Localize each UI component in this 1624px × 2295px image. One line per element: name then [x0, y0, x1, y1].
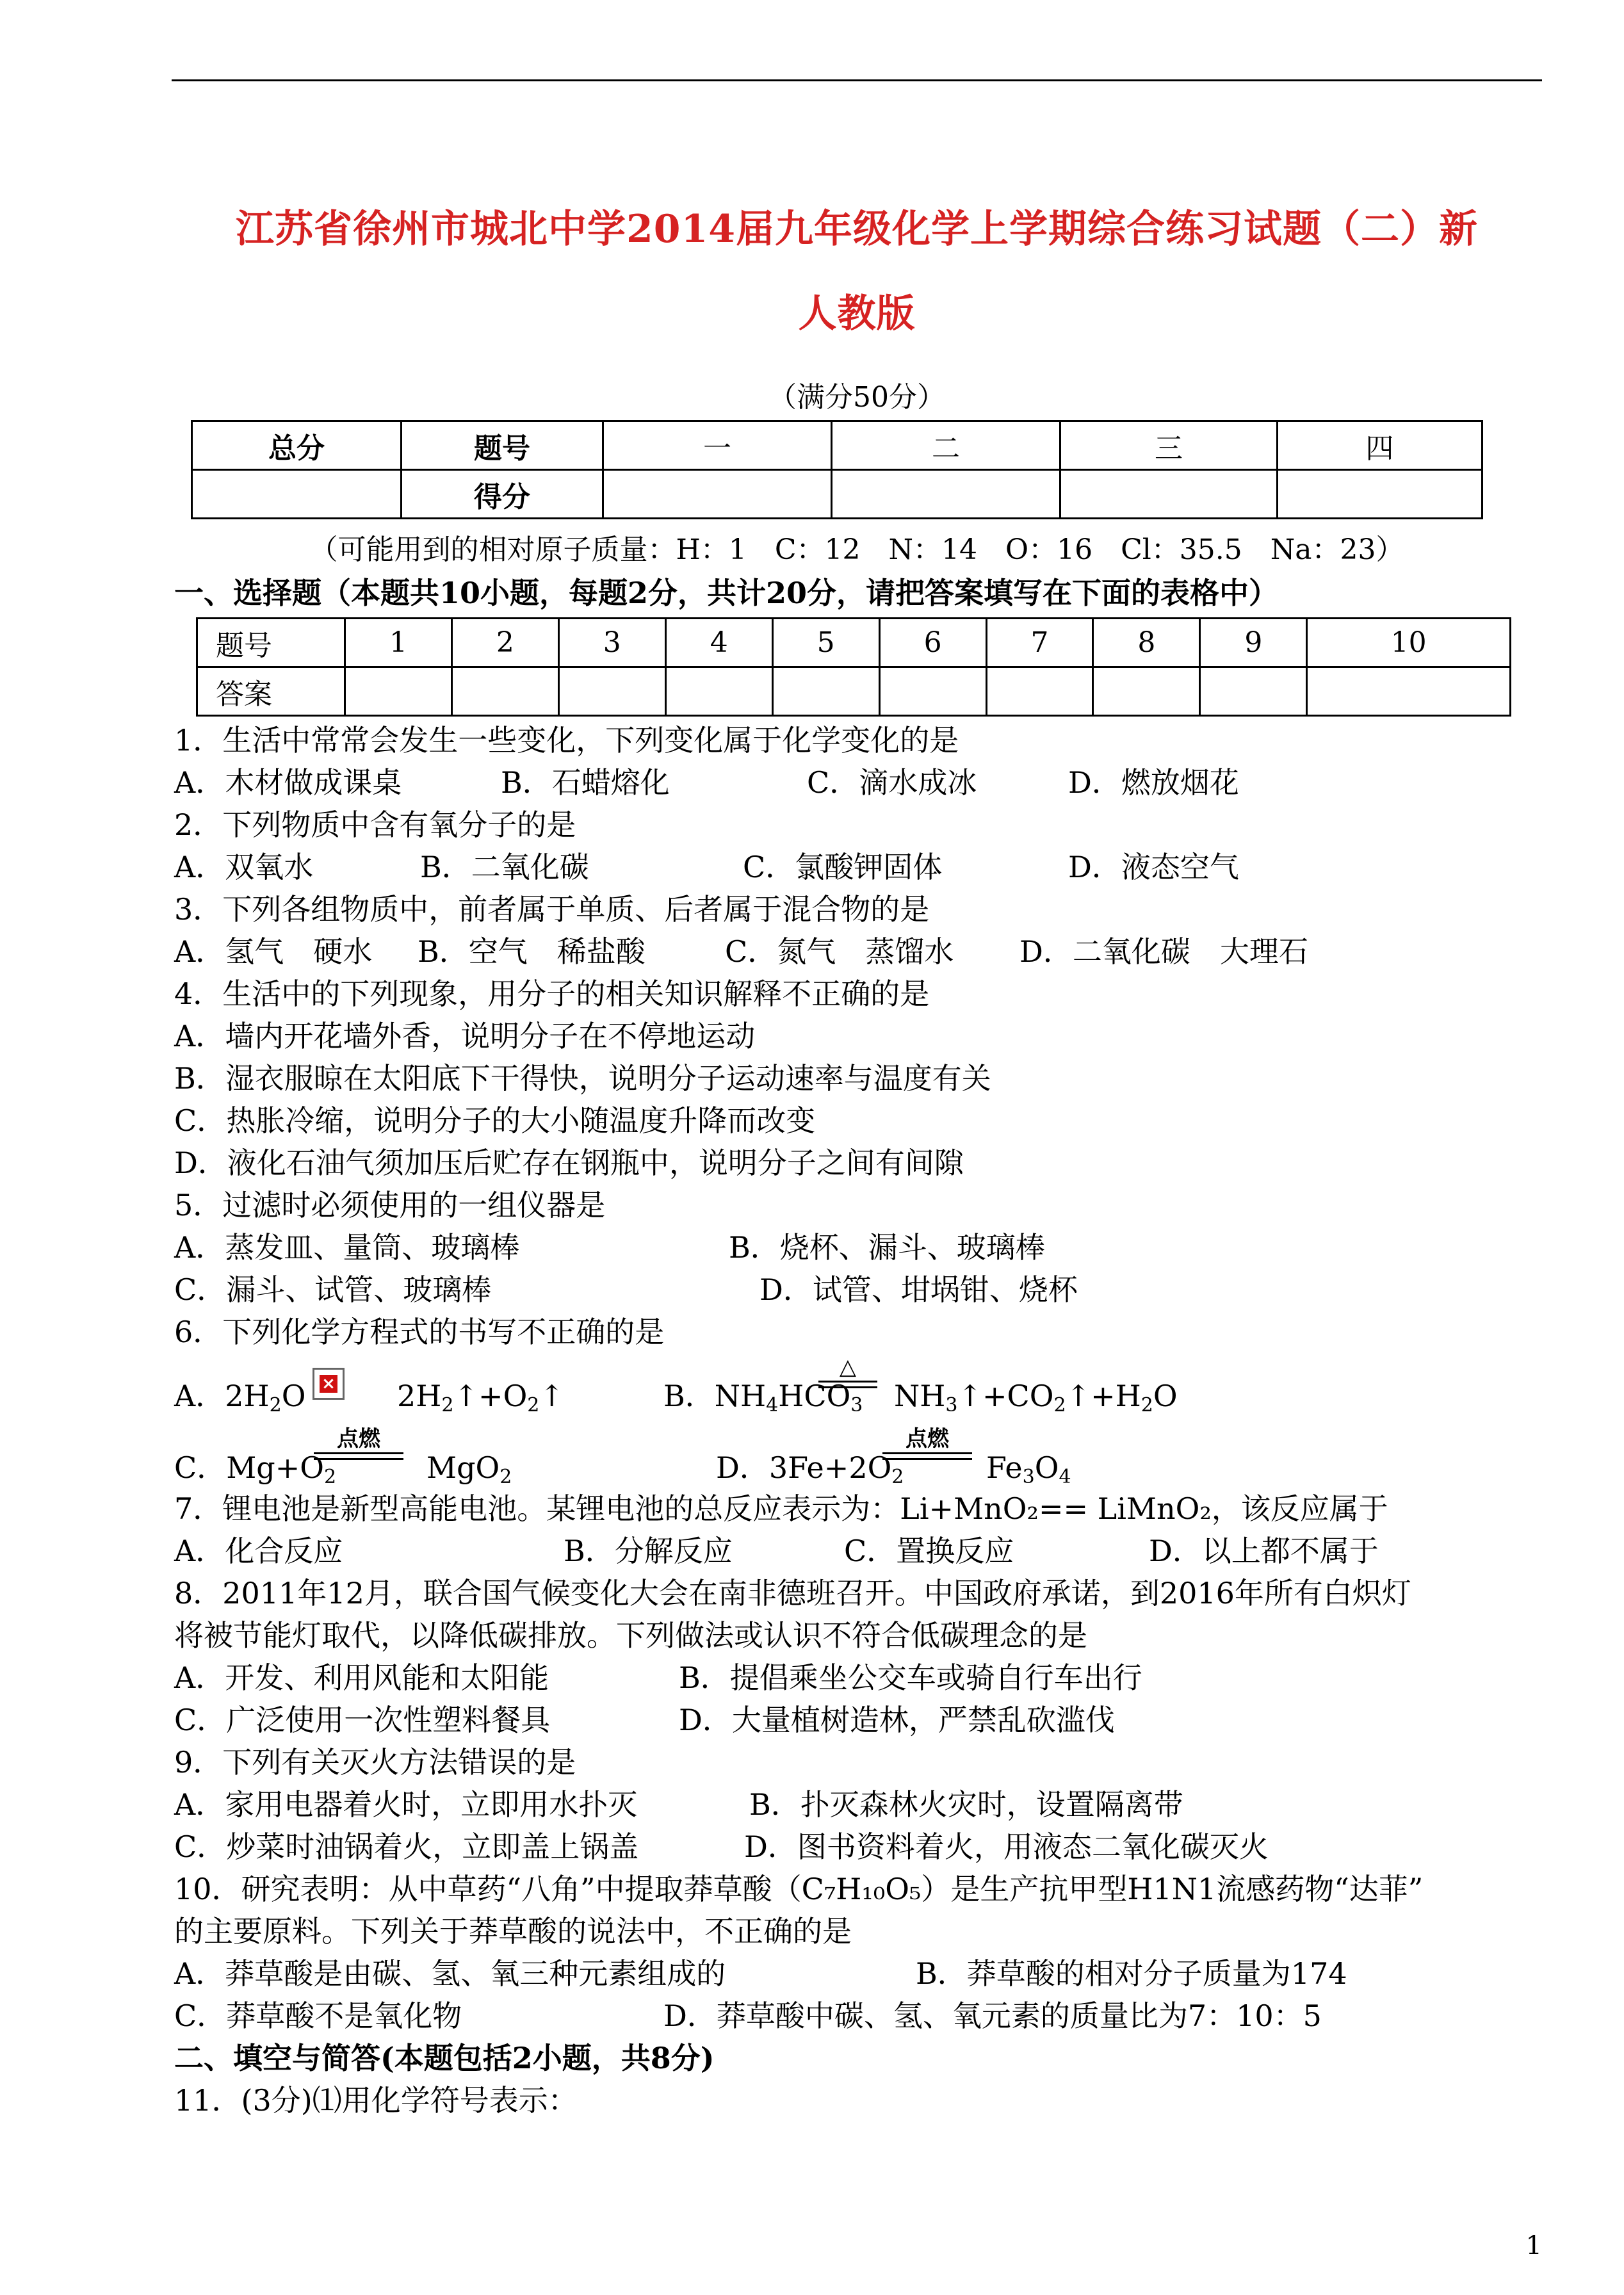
heat-triangle-icon: △ — [839, 1354, 857, 1380]
q10-stem-line2: 的主要原料。下列关于莽草酸的说法中，不正确的是 — [174, 1914, 852, 1949]
answer-qnum-4: 4 — [665, 619, 772, 667]
q4-option-b: B．湿衣服晾在太阳底下干得快，说明分子运动速率与温度有关 — [174, 1061, 991, 1096]
score-blank-2[interactable] — [832, 470, 1060, 519]
q11-stem: 11．(3分)⑴用化学符号表示： — [174, 2083, 578, 2118]
answer-blank-2[interactable] — [451, 667, 558, 716]
score-cell-total: 总分 — [192, 421, 402, 470]
score-cell-1: 一 — [603, 421, 832, 470]
q7-option-a: A．化合反应 — [174, 1534, 343, 1568]
score-cell-4: 四 — [1278, 421, 1482, 470]
broken-image-icon: × — [313, 1368, 345, 1400]
q1-option-d: D．燃放烟花 — [1068, 765, 1239, 800]
answer-qnum-8: 8 — [1093, 619, 1200, 667]
q6-option-a-rhs: $2H_2↑+O_2↑$ — [397, 1379, 564, 1416]
q6-option-d-lhs: D．$3Fe+2O_2$ — [716, 1450, 904, 1488]
score-cell-defen: 得分 — [402, 470, 603, 519]
q6-option-c-rhs: MgO$_2$ — [426, 1450, 512, 1488]
q1-option-b: B．石蜡熔化 — [501, 765, 670, 800]
document-title-line2: 人教版 — [798, 291, 916, 336]
section2-heading: 二、填空与简答(本题包括2小题，共8分) — [174, 2041, 715, 2075]
answer-blank-4[interactable] — [665, 667, 772, 716]
score-cell-2: 二 — [832, 421, 1060, 470]
answer-table-answer-label: 答案 — [197, 667, 345, 716]
q6-option-c-lhs: C．$Mg+O_2$ — [174, 1450, 337, 1488]
q9-stem: 9．下列有关灭火方法错误的是 — [174, 1745, 576, 1780]
q7-option-c: C．置换反应 — [844, 1534, 1014, 1568]
answer-blank-7[interactable] — [986, 667, 1093, 716]
answer-qnum-3: 3 — [558, 619, 665, 667]
q5-option-a: A．蒸发皿、量筒、玻璃棒 — [174, 1230, 520, 1265]
q9-option-d: D．图书资料着火，用液态二氧化碳灭火 — [744, 1829, 1269, 1864]
q3-stem: 3．下列各组物质中，前者属于单质、后者属于混合物的是 — [174, 892, 930, 927]
q1-stem: 1．生活中常常会发生一些变化，下列变化属于化学变化的是 — [174, 723, 959, 758]
q3-option-c: C．氮气 蒸馏水 — [725, 934, 954, 969]
answer-qnum-7: 7 — [986, 619, 1093, 667]
q5-stem: 5．过滤时必须使用的一组仪器是 — [174, 1188, 606, 1222]
score-blank-total[interactable] — [192, 470, 402, 519]
atomic-mass-note: （可能用到的相对原子质量：H：1 C：12 N：14 O：16 Cl：35.5 Na：23） — [309, 533, 1404, 566]
answer-blank-3[interactable] — [558, 667, 665, 716]
q6-option-d-rhs: $Fe_3O_4$ — [986, 1450, 1071, 1488]
q1-option-a: A．木材做成课桌 — [174, 765, 402, 800]
q2-option-b: B．二氧化碳 — [420, 850, 589, 884]
header-rule — [172, 79, 1542, 81]
section1-heading: 一、选择题（本题共10小题，每题2分，共计20分，请把答案填写在下面的表格中） — [174, 576, 1279, 610]
q8-stem-line1: 8．2011年12月，联合国气候变化大会在南非德班召开。中国政府承诺，到2016年所有白炽灯 — [174, 1576, 1411, 1610]
q2-option-a: A．双氧水 — [174, 850, 314, 884]
heat-condition — [816, 1355, 880, 1388]
q10-option-d: D．莽草酸中碳、氢、氧元素的质量比为7：10：5 — [663, 1999, 1322, 2033]
q2-stem: 2．下列物质中含有氧分子的是 — [174, 807, 576, 842]
answer-table-qnum-label: 题号 — [197, 619, 345, 667]
ignite-condition-d: 点燃 — [880, 1427, 975, 1460]
q6-option-a-lhs: A．$2H_2O$ — [174, 1379, 306, 1416]
q8-option-c: C．广泛使用一次性塑料餐具 — [174, 1703, 551, 1737]
score-blank-1[interactable] — [603, 470, 832, 519]
ignite-condition-c: 点燃 — [311, 1427, 406, 1460]
answer-qnum-1: 1 — [345, 619, 452, 667]
q5-option-c: C．漏斗、试管、玻璃棒 — [174, 1272, 492, 1307]
q6-stem: 6．下列化学方程式的书写不正确的是 — [174, 1315, 665, 1349]
answer-blank-6[interactable] — [879, 667, 986, 716]
q3-option-b: B．空气 稀盐酸 — [418, 934, 646, 969]
q10-option-b: B．莽草酸的相对分子质量为174 — [916, 1956, 1347, 1991]
document-title: 江苏省徐州市城北中学2014届九年级化学上学期综合练习试题（二）新 — [236, 207, 1478, 252]
q3-option-a: A．氢气 硬水 — [174, 934, 373, 969]
answer-table — [196, 617, 1511, 717]
q2-option-d: D．液态空气 — [1068, 850, 1239, 884]
answer-blank-10[interactable] — [1307, 667, 1511, 716]
q3-option-d: D．二氧化碳 大理石 — [1019, 934, 1308, 969]
q5-option-b: B．烧杯、漏斗、玻璃棒 — [729, 1230, 1045, 1265]
q8-option-a: A．开发、利用风能和太阳能 — [174, 1660, 549, 1695]
answer-blank-9[interactable] — [1200, 667, 1307, 716]
answer-qnum-9: 9 — [1200, 619, 1307, 667]
q6-option-b-lhs: B．$NH_4HCO_3$ — [663, 1379, 863, 1416]
q9-option-b: B．扑灭森林火灾时，设置隔离带 — [749, 1787, 1183, 1822]
score-cell-3: 三 — [1060, 421, 1278, 470]
q10-option-a: A．莽草酸是由碳、氢、氧三种元素组成的 — [174, 1956, 726, 1991]
q6-option-b-rhs: $NH_3↑+CO_2↑+H_2O$ — [894, 1379, 1178, 1416]
q4-option-c: C．热胀冷缩，说明分子的大小随温度升降而改变 — [174, 1103, 816, 1138]
q10-stem-line1: 10．研究表明：从中草药“八角”中提取莽草酸（C₇H₁₀O₅）是生产抗甲型H1N1流感药物“达菲” — [174, 1872, 1424, 1906]
score-blank-3[interactable] — [1060, 470, 1278, 519]
score-blank-4[interactable] — [1278, 470, 1482, 519]
q4-option-d: D．液化石油气须加压后贮存在钢瓶中，说明分子之间有间隙 — [174, 1146, 964, 1180]
page-number: 1 — [1525, 2231, 1542, 2260]
q7-option-b: B．分解反应 — [564, 1534, 733, 1568]
answer-qnum-10: 10 — [1307, 619, 1511, 667]
q4-option-a: A．墙内开花墙外香，说明分子在不停地运动 — [174, 1019, 756, 1053]
answer-qnum-2: 2 — [451, 619, 558, 667]
q7-option-d: D．以上都不属于 — [1149, 1534, 1379, 1568]
q8-option-d: D．大量植树造林，严禁乱砍滥伐 — [679, 1703, 1115, 1737]
full-score-note: （满分50分） — [768, 381, 945, 414]
q5-option-d: D．试管、坩埚钳、烧杯 — [759, 1272, 1078, 1307]
q8-stem-line2: 将被节能灯取代，以降低碳排放。下列做法或认识不符合低碳理念的是 — [174, 1618, 1087, 1653]
q9-option-c: C．炒菜时油锅着火，立即盖上锅盖 — [174, 1829, 639, 1864]
q10-option-c: C．莽草酸不是氧化物 — [174, 1999, 462, 2033]
q9-option-a: A．家用电器着火时，立即用水扑灭 — [174, 1787, 638, 1822]
answer-blank-1[interactable] — [345, 667, 452, 716]
answer-qnum-5: 5 — [772, 619, 879, 667]
q7-stem: 7．锂电池是新型高能电池。某锂电池的总反应表示为：Li+MnO₂== LiMnO₂，该反应属于 — [174, 1491, 1388, 1526]
answer-blank-8[interactable] — [1093, 667, 1200, 716]
q8-option-b: B．提倡乘坐公交车或骑自行车出行 — [679, 1660, 1142, 1695]
answer-blank-5[interactable] — [772, 667, 879, 716]
q4-stem: 4．生活中的下列现象，用分子的相关知识解释不正确的是 — [174, 977, 930, 1011]
q1-option-c: C．滴水成冰 — [807, 765, 977, 800]
q2-option-c: C．氯酸钾固体 — [743, 850, 943, 884]
score-table — [191, 420, 1483, 519]
answer-qnum-6: 6 — [879, 619, 986, 667]
score-cell-qnum: 题号 — [402, 421, 603, 470]
